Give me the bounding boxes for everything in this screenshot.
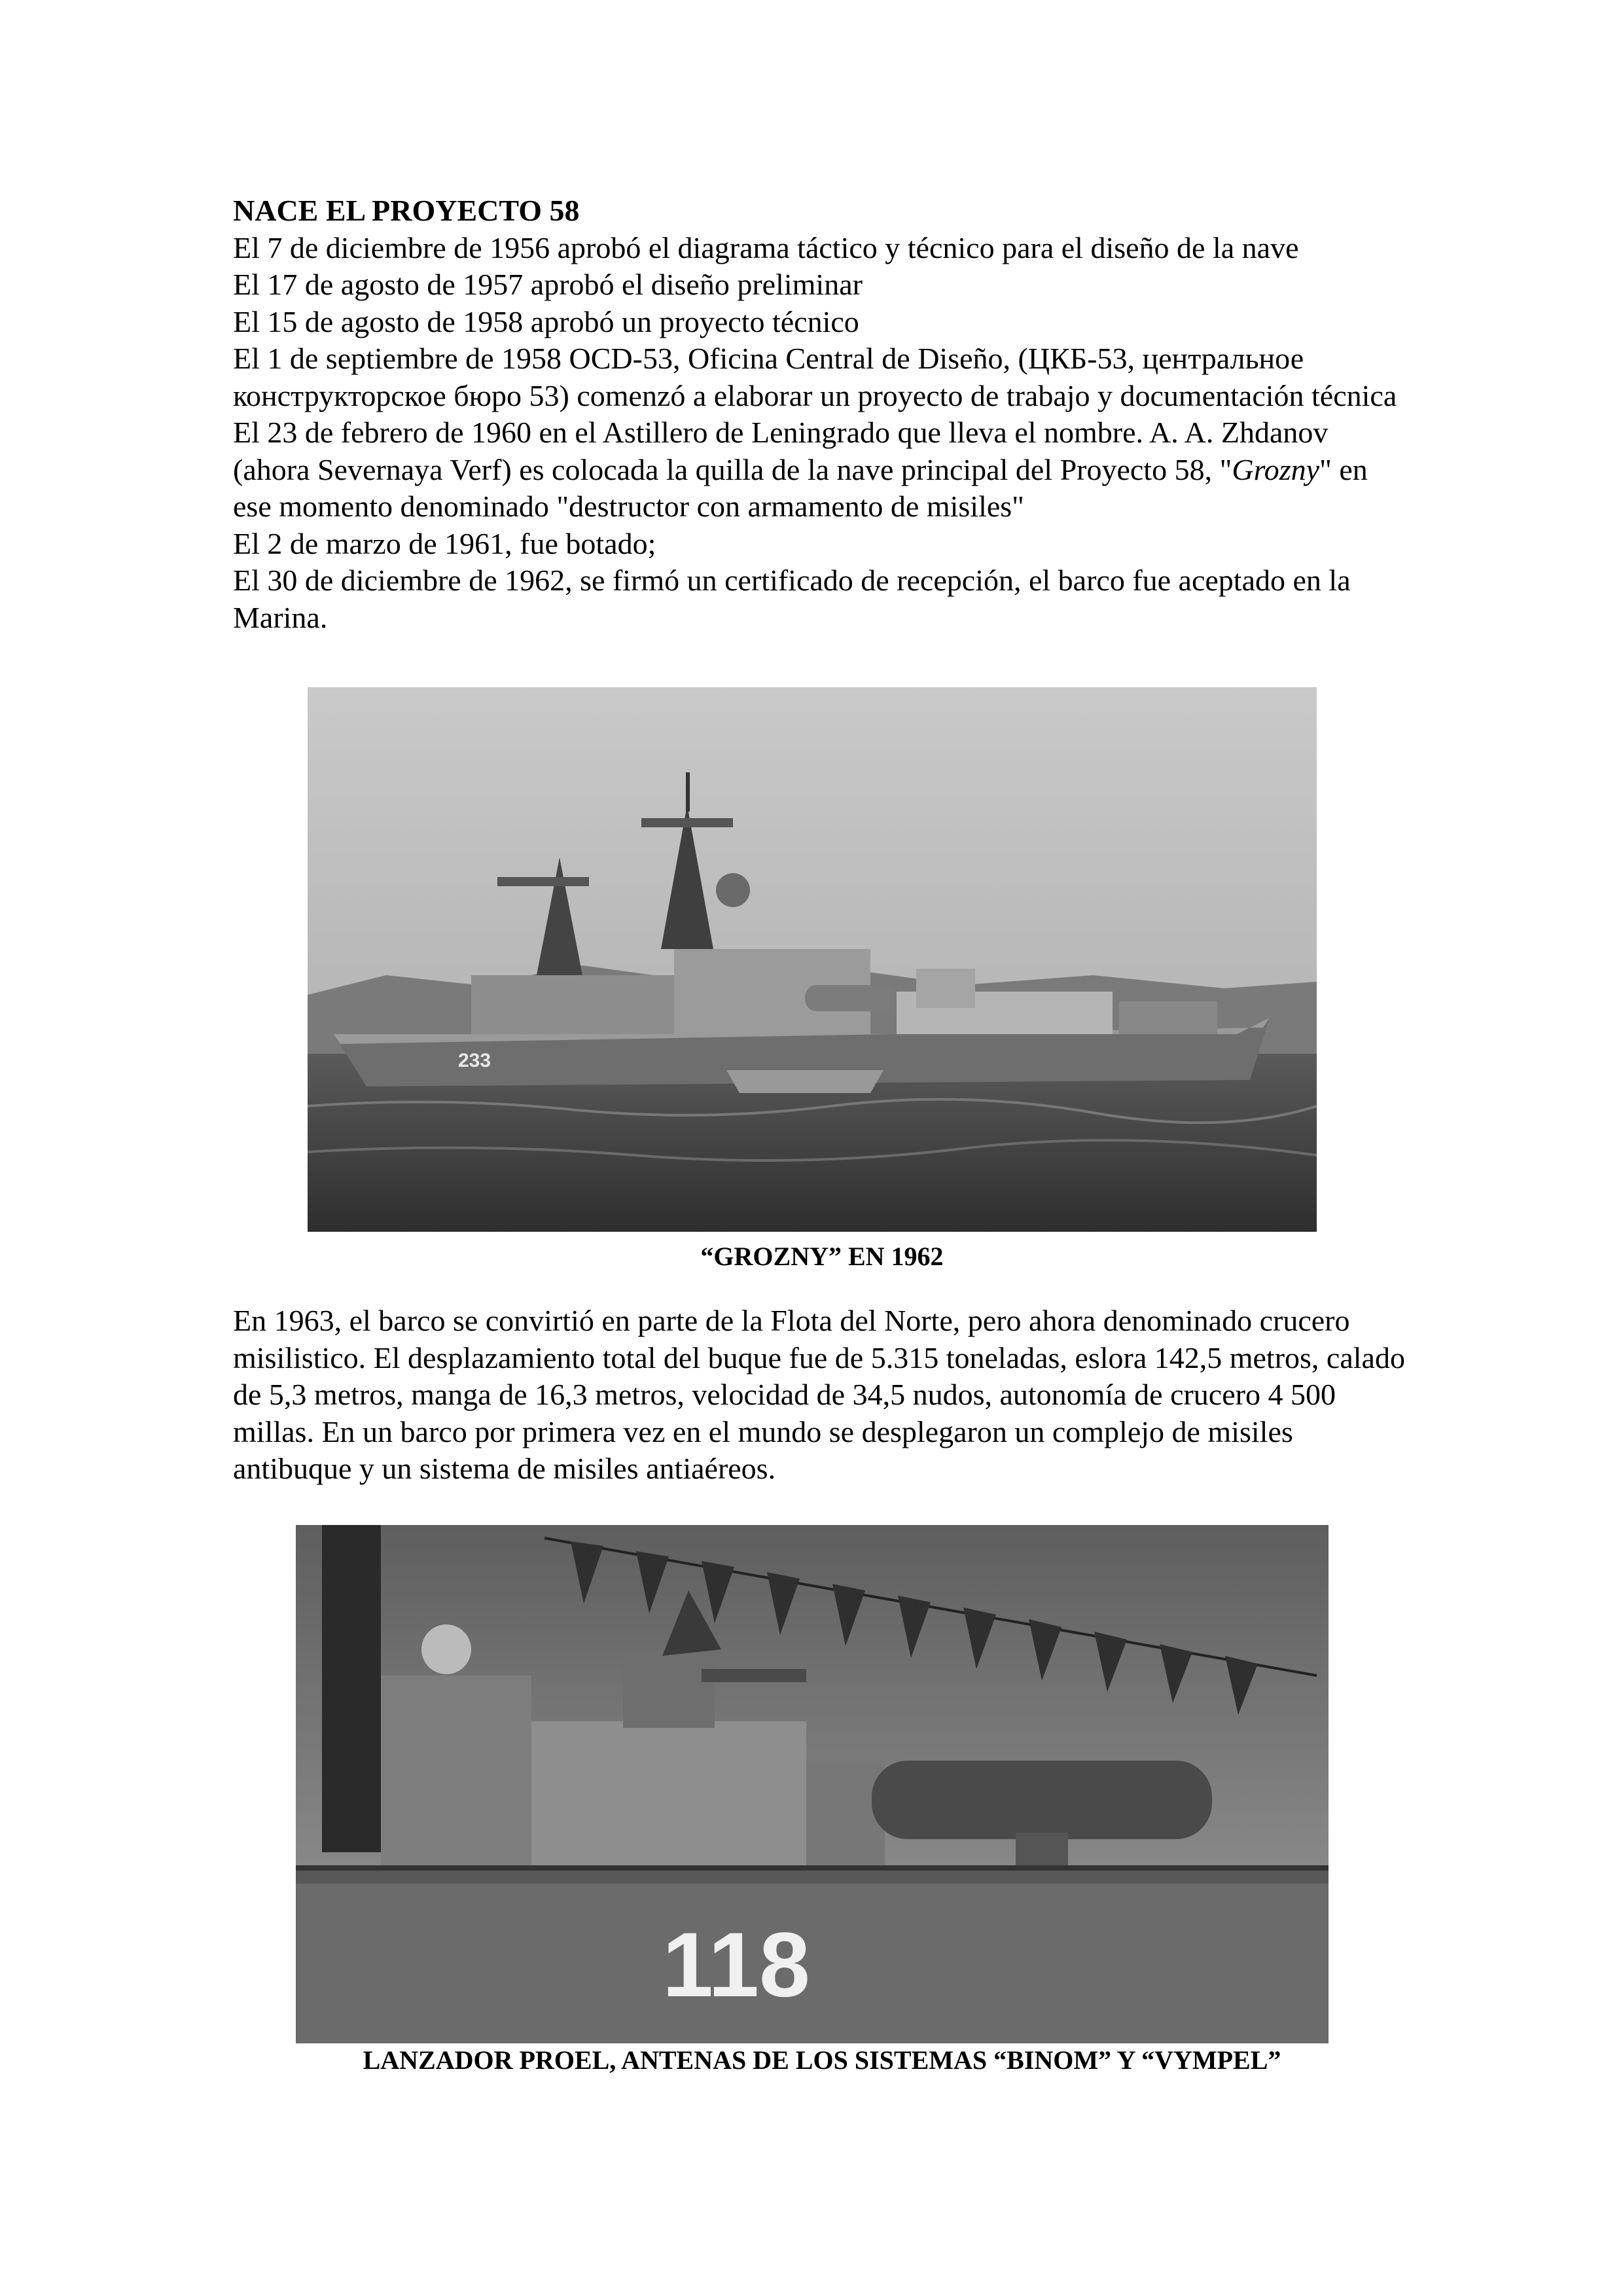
acceptance-line: El 30 de diciembre de 1962, se firmó un certificado de recepción, el barco fue aceptado en la Marina. — [233, 564, 1351, 634]
launcher-antennas-photo — [296, 1525, 1329, 2043]
design-bureau-line: El 1 de septiembre de 1958 OCD-53, Oficina Central de Diseño, (ЦКБ-53, центральное конструкторское бюро 53) comenzó a elaborar un proyecto de trabajo y documentación técnica — [233, 342, 1397, 412]
technical-project-line: El 15 de agosto de 1958 aprobó un proyecto técnico — [233, 304, 859, 338]
specifications-paragraph: En 1963, el barco se convirtió en parte de la Flota del Norte, pero ahora denominado crucero misilistico. El desplazamiento total del buque fue de 5.315 toneladas, eslora 142,5 metros, calado de 5,3 metros, manga de 16,3 metros, velocidad de 34,5 nudos, autonomía de crucero 4 500 millas. En un barco por primera vez en el mundo se desplegaron un complejo de misiles antibuque y un sistema de misiles antiaéreos. — [233, 1304, 1405, 1485]
preliminary-design-line: El 17 de agosto de 1957 aprobó el diseño preliminar — [233, 268, 863, 301]
section-heading: NACE EL PROYECTO 58 — [233, 194, 580, 227]
northern-fleet-paragraph — [233, 1302, 1411, 1488]
hull-number-233: 233 — [458, 1050, 491, 1071]
hull-number-118: 118 — [662, 1913, 810, 2016]
photo1-caption: “GROZNY” EN 1962 — [700, 1242, 944, 1271]
photo2-caption: LANZADOR PROEL, ANTENAS DE LOS SISTEMAS “BINOM” Y “VYMPEL” — [363, 2045, 1281, 2075]
keel-text-after: " en ese momento denominado "destructor con armamento de misiles" — [233, 452, 1368, 523]
intro-section — [233, 192, 1411, 636]
launch-line: El 2 de marzo de 1961, fue botado; — [233, 526, 656, 560]
keel-text-before: El 23 de febrero de 1960 en el Astillero de Leningrado que lleva el nombre. A. A. Zhdanov (ahora Severnaya Verf) es colocada la quilla de la nave principal del Proyecto 58, " — [233, 416, 1329, 486]
keel-laying-paragraph — [233, 414, 1411, 526]
grozny-1962-photo — [308, 687, 1317, 1232]
design-approval-line: El 7 de diciembre de 1956 aprobó el diagrama táctico y técnico para el diseño de la nave — [233, 230, 1299, 264]
ship-name-italic: Grozny — [1232, 452, 1320, 486]
